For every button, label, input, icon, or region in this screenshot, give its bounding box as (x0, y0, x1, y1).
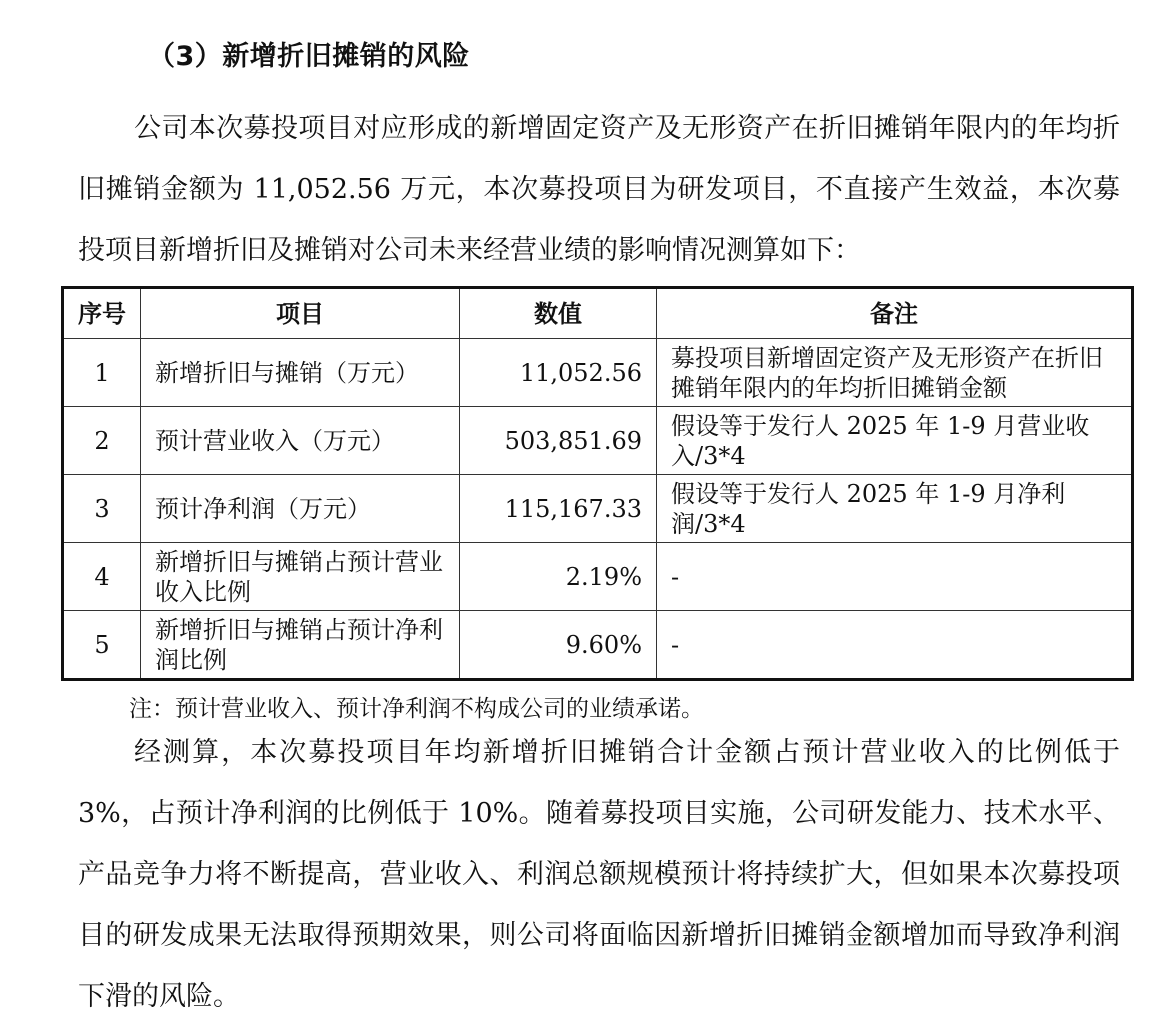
cell-note: - (657, 611, 1133, 680)
cell-value: 2.19% (460, 543, 657, 611)
depreciation-table (61, 286, 1134, 681)
header-item: 项目 (141, 288, 460, 339)
table-row (63, 407, 1133, 475)
cell-no: 1 (63, 339, 141, 407)
cell-item: 新增折旧与摊销占预计净利润比例 (141, 611, 460, 680)
cell-note: 募投项目新增固定资产及无形资产在折旧摊销年限内的年均折旧摊销金额 (657, 339, 1133, 407)
table-row (63, 611, 1133, 680)
cell-item: 新增折旧与摊销占预计营业收入比例 (141, 543, 460, 611)
table-row (63, 475, 1133, 543)
intro-paragraph: 公司本次募投项目对应形成的新增固定资产及无形资产在折旧摊销年限内的年均折旧摊销金额为 11,052.56 万元，本次募投项目为研发项目，不直接产生效益，本次募投项目新增折旧及摊销对公司未来经营业绩的影响情况测算如下： (78, 113, 1120, 266)
cell-no: 5 (63, 611, 141, 680)
section-heading: （3）新增折旧摊销的风险 (148, 41, 470, 72)
cell-no: 2 (63, 407, 141, 475)
header-no: 序号 (63, 288, 141, 339)
header-note: 备注 (657, 288, 1133, 339)
cell-item: 新增折旧与摊销（万元） (141, 339, 460, 407)
cell-item: 预计营业收入（万元） (141, 407, 460, 475)
cell-note: 假设等于发行人 2025 年 1-9 月营业收入/3*4 (657, 407, 1133, 475)
cell-value: 115,167.33 (460, 475, 657, 543)
cell-value: 9.60% (460, 611, 657, 680)
table-footnote: 注：预计营业收入、预计净利润不构成公司的业绩承诺。 (129, 696, 704, 722)
cell-no: 3 (63, 475, 141, 543)
cell-no: 4 (63, 543, 141, 611)
conclusion-paragraph: 经测算，本次募投项目年均新增折旧摊销合计金额占预计营业收入的比例低于 3%，占预计净利润的比例低于 10%。随着募投项目实施，公司研发能力、技术水平、产品竞争力将不断提高，营业收入、利润总额规模预计将持续扩大，但如果本次募投项目的研发成果无法取得预期效果，则公司将面临因新增折旧摊销金额增加而导致净利润下滑的风险。 (78, 737, 1120, 1012)
cell-value: 11,052.56 (460, 339, 657, 407)
cell-note: - (657, 543, 1133, 611)
table-row (63, 543, 1133, 611)
header-value: 数值 (460, 288, 657, 339)
cell-note: 假设等于发行人 2025 年 1-9 月净利润/3*4 (657, 475, 1133, 543)
table-row (63, 339, 1133, 407)
table-header-row (63, 288, 1133, 339)
cell-item: 预计净利润（万元） (141, 475, 460, 543)
cell-value: 503,851.69 (460, 407, 657, 475)
